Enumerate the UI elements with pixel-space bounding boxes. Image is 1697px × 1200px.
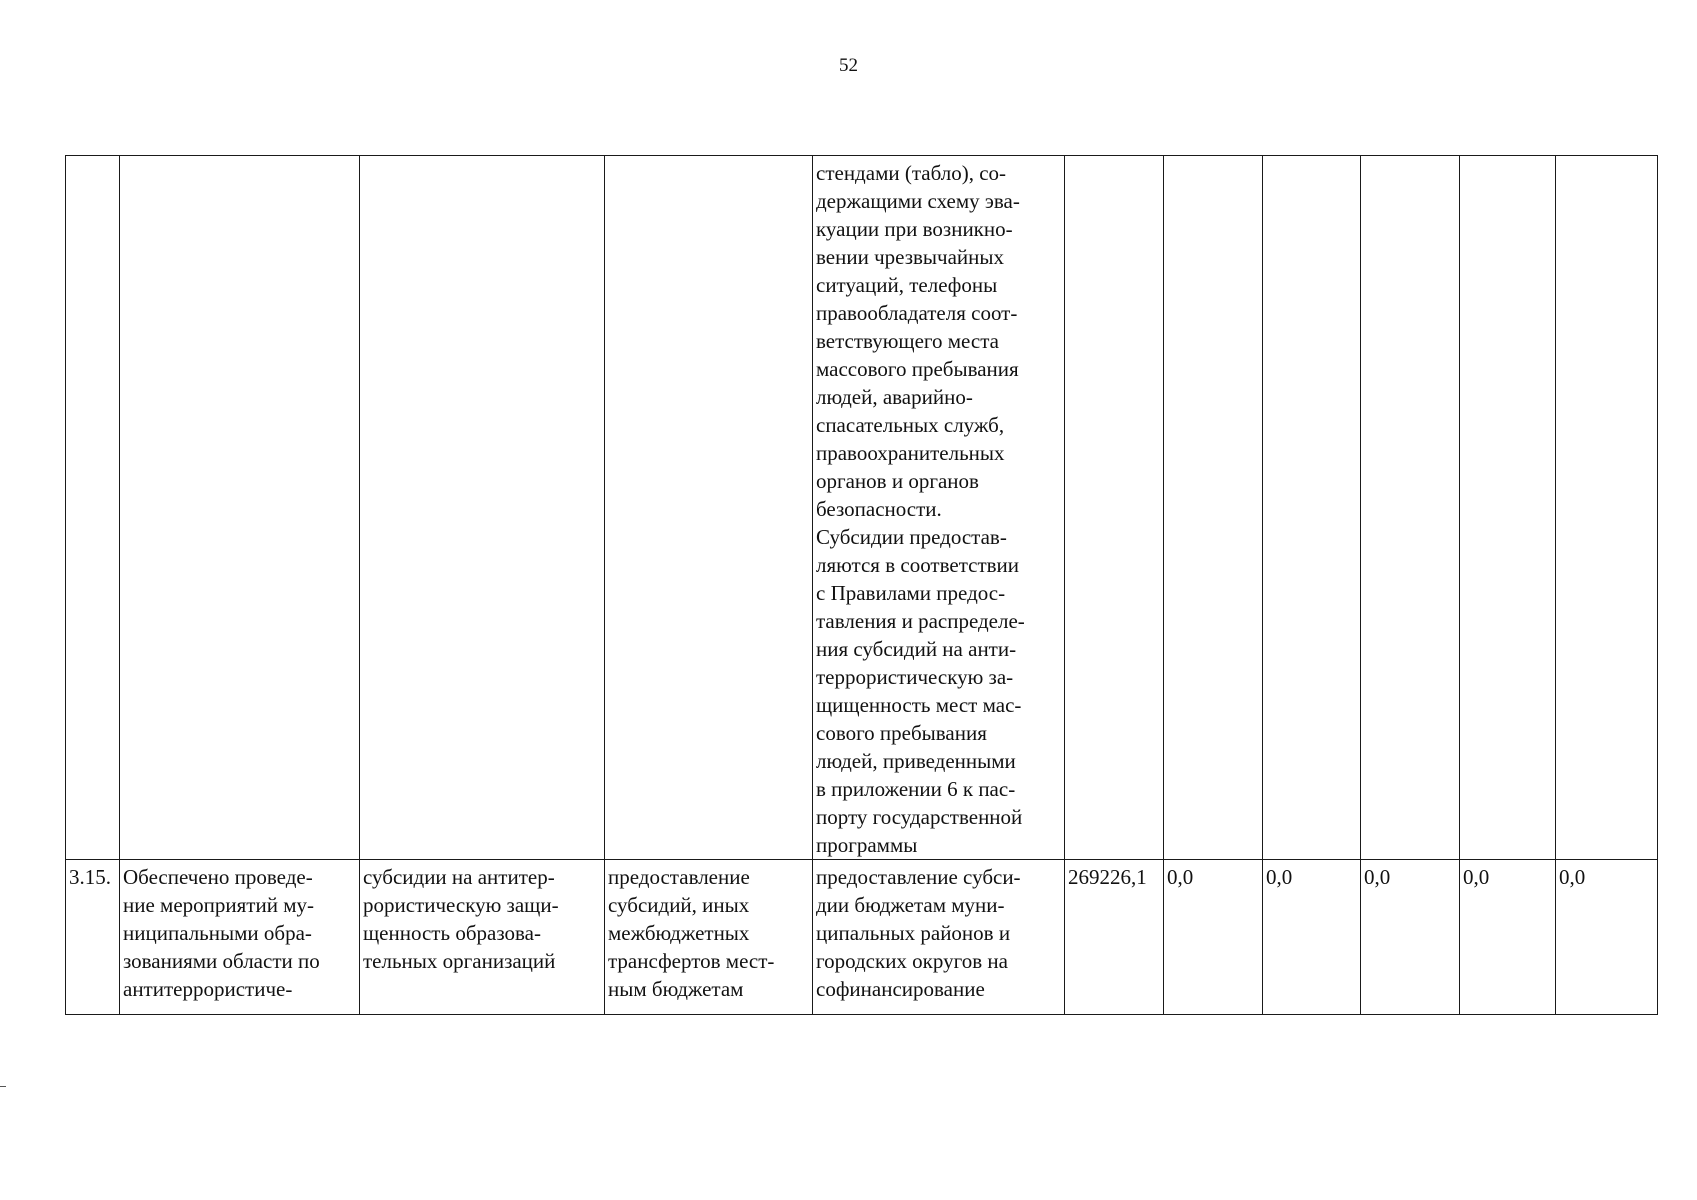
value-cell: 0,0 (1164, 860, 1263, 1015)
program-table (65, 155, 1658, 1015)
value-cell: 0,0 (1556, 860, 1658, 1015)
result-cell (120, 156, 360, 860)
table-row (66, 860, 1658, 1015)
value-cell: 0,0 (1460, 860, 1556, 1015)
value-cell (1263, 156, 1361, 860)
value-cell (1361, 156, 1460, 860)
page-number: 52 (839, 55, 858, 76)
value-cell: 269226,1 (1065, 860, 1164, 1015)
instrument-cell (605, 156, 813, 860)
value-cell (1065, 156, 1164, 860)
row-number-cell: 3.15. (66, 860, 120, 1015)
table-row (66, 156, 1658, 860)
mechanism-cell: субсидии на антитер- рористическую защи- щенность образова- тельных организаций (360, 860, 605, 1015)
row-number-cell (66, 156, 120, 860)
value-cell: 0,0 (1361, 860, 1460, 1015)
result-cell: Обеспечено проведе- ние мероприятий му- ниципальными обра- зованиями области по антитеррористиче- (120, 860, 360, 1015)
value-cell: 0,0 (1263, 860, 1361, 1015)
value-cell (1556, 156, 1658, 860)
mechanism-cell (360, 156, 605, 860)
description-cell: стендами (табло), со- держащими схему эва- куации при возникно- вении чрезвычайных ситуаций, телефоны правообладателя соот- ветствующего места массового пребывания людей, аварийно- спасательных служб, правоохранительных органов и органов безопасности. Субсидии предостав- ляются в соответствии с Правилами предос- тавления и распределе- ния субсидий на анти- террористическую за- щищенность мест мас- сового пребывания людей, приведенными в приложении 6 к пас- порту государственной программы (813, 156, 1065, 860)
value-cell (1460, 156, 1556, 860)
value-cell (1164, 156, 1263, 860)
description-cell: предоставление субси- дии бюджетам муни- ципальных районов и городских округов на софинансирование (813, 860, 1065, 1015)
instrument-cell: предоставление субсидий, иных межбюджетных трансфертов мест- ным бюджетам (605, 860, 813, 1015)
scan-edge-mark (0, 1086, 6, 1087)
